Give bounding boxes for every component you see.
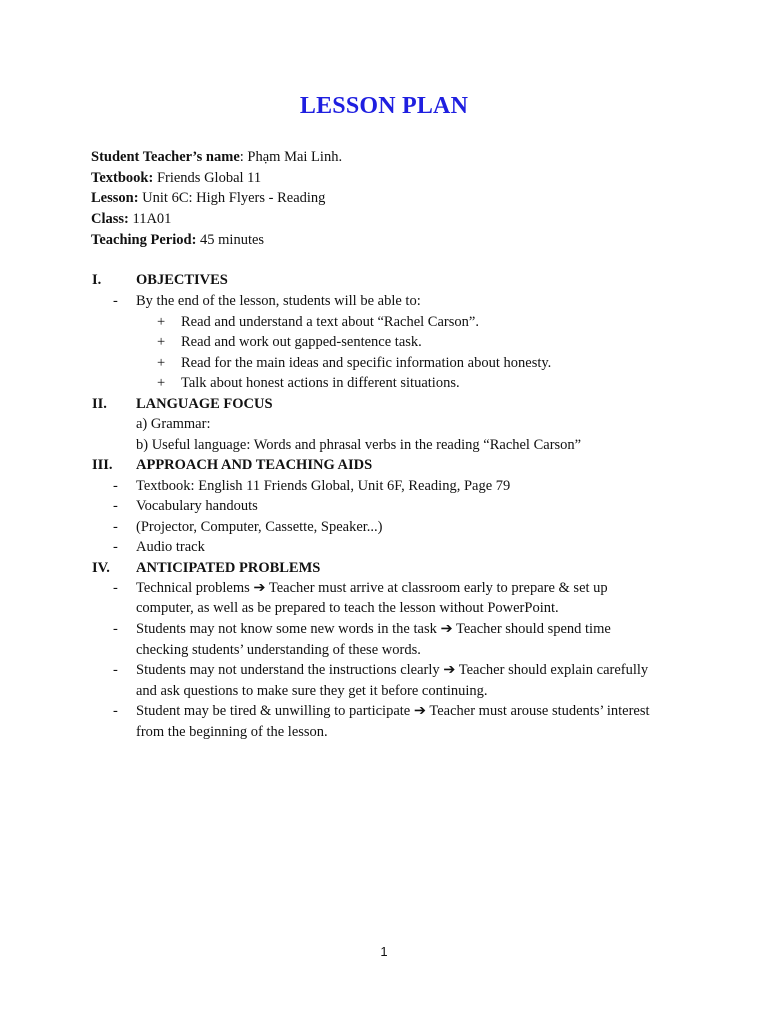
section-number-language-focus: II. [92, 396, 107, 412]
class-line [91, 209, 171, 229]
dash-bullet: - [113, 293, 118, 309]
objective-item: Talk about honest actions in different situations. [181, 375, 460, 391]
dash-bullet: - [113, 478, 118, 494]
page-number: 1 [380, 944, 388, 959]
dash-bullet: - [113, 580, 118, 596]
plus-bullet: + [157, 334, 166, 350]
teaching-aid-item: Vocabulary handouts [136, 498, 258, 514]
dash-bullet: - [113, 703, 118, 719]
problem-item-line: Student may be tired & unwilling to participate ➔ Teacher must arouse students’ interest [136, 703, 650, 719]
section-number-problems: IV. [92, 560, 110, 576]
section-heading-language-focus: LANGUAGE FOCUS [136, 396, 273, 412]
objective-item: Read and understand a text about “Rachel Carson”. [181, 314, 479, 330]
textbook-value: Friends Global 11 [153, 170, 262, 186]
objectives-intro: By the end of the lesson, students will be able to: [136, 293, 421, 309]
lesson-label: Lesson: [91, 190, 139, 206]
teaching-period-line [91, 230, 264, 250]
useful-language-line: b) Useful language: Words and phrasal verbs in the reading “Rachel Carson” [136, 437, 582, 453]
plus-bullet: + [157, 375, 166, 391]
problem-item-line: Technical problems ➔ Teacher must arrive at classroom early to prepare & set up [136, 580, 608, 596]
section-heading-problems: ANTICIPATED PROBLEMS [136, 560, 321, 576]
section-heading-approach: APPROACH AND TEACHING AIDS [136, 457, 373, 473]
lesson-value: Unit 6C: High Flyers - Reading [138, 190, 326, 206]
teacher-name-value: : Phạm Mai Linh. [239, 149, 343, 165]
section-number-approach: III. [92, 457, 113, 473]
problem-item-line: checking students’ understanding of these words. [136, 642, 421, 658]
teaching-period-label: Teaching Period: [91, 232, 197, 248]
teaching-period-value: 45 minutes [196, 232, 265, 248]
textbook-line [91, 168, 261, 188]
problem-item-line: from the beginning of the lesson. [136, 724, 328, 740]
section-number-objectives: I. [92, 272, 102, 288]
problem-item-line: computer, as well as be prepared to teach the lesson without PowerPoint. [136, 600, 559, 616]
problem-item-line: Students may not understand the instructions clearly ➔ Teacher should explain carefully [136, 662, 649, 678]
teaching-aid-item: Textbook: English 11 Friends Global, Unit 6F, Reading, Page 79 [136, 478, 511, 494]
teacher-name-line [91, 147, 342, 167]
dash-bullet: - [113, 539, 118, 555]
textbook-label: Textbook: [91, 170, 154, 186]
problem-item-line: Students may not know some new words in the task ➔ Teacher should spend time [136, 621, 611, 637]
plus-bullet: + [157, 355, 166, 371]
class-value: 11A01 [128, 211, 172, 227]
objective-item: Read for the main ideas and specific information about honesty. [181, 355, 552, 371]
grammar-line: a) Grammar: [136, 416, 211, 432]
dash-bullet: - [113, 662, 118, 678]
teaching-aid-item: Audio track [136, 539, 205, 555]
teacher-name-label: Student Teacher’s name [91, 149, 240, 165]
page-title: LESSON PLAN [299, 93, 469, 119]
lesson-line [91, 188, 325, 208]
teaching-aid-item: (Projector, Computer, Cassette, Speaker...) [136, 519, 383, 535]
dash-bullet: - [113, 498, 118, 514]
objective-item: Read and work out gapped-sentence task. [181, 334, 422, 350]
plus-bullet: + [157, 314, 166, 330]
dash-bullet: - [113, 519, 118, 535]
class-label: Class: [91, 211, 129, 227]
section-heading-objectives: OBJECTIVES [136, 272, 228, 288]
problem-item-line: and ask questions to make sure they get it before continuing. [136, 683, 488, 699]
dash-bullet: - [113, 621, 118, 637]
